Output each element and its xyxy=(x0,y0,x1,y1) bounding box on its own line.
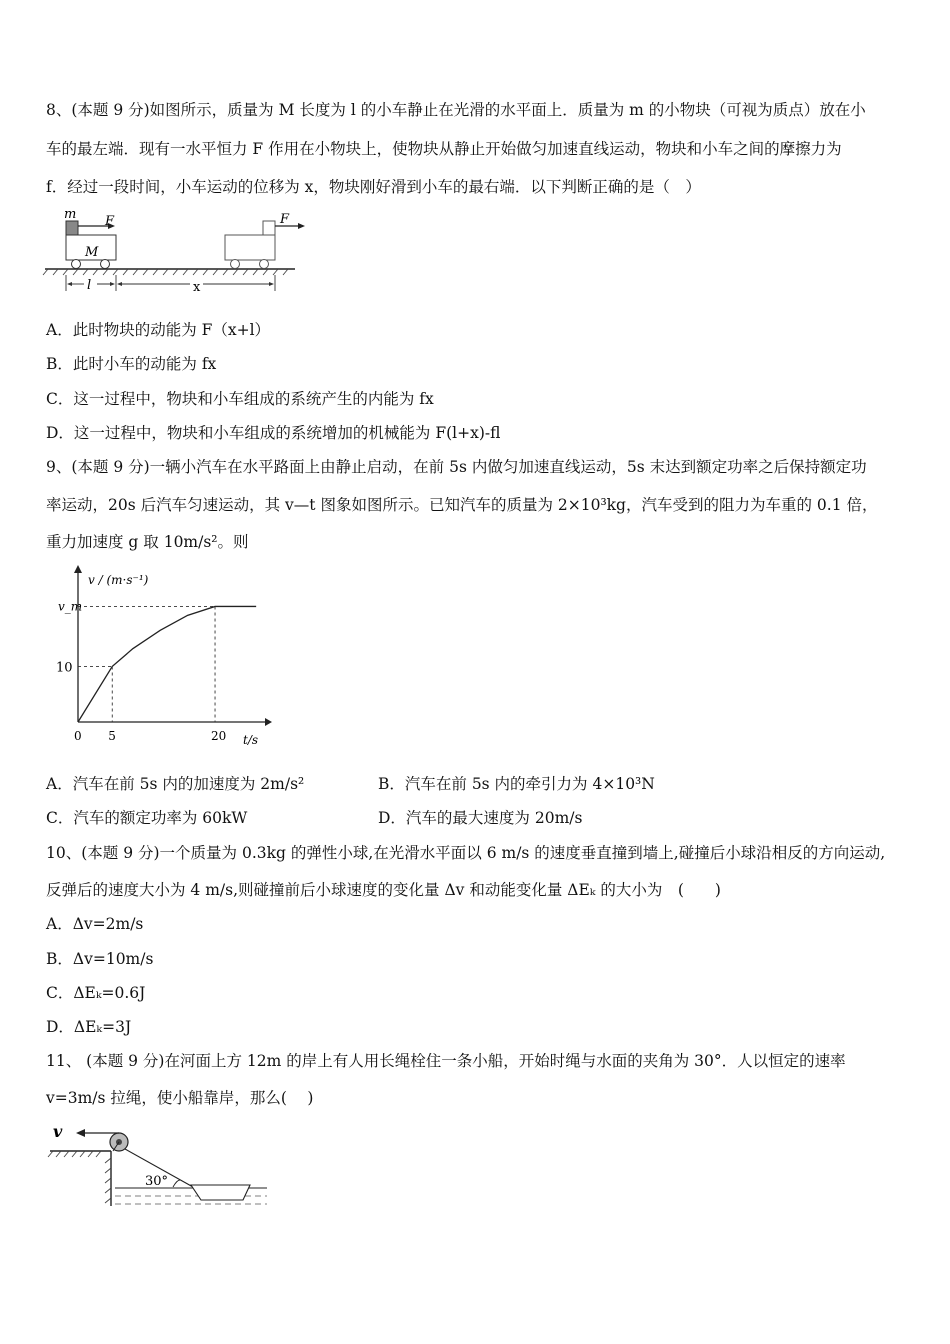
q8-figure-cart xyxy=(40,205,310,300)
q11-text-line2: v=3m/s 拉绳，使小船靠岸，那么( ) xyxy=(46,1089,314,1107)
x-tick-label: 5 xyxy=(108,729,116,743)
q11-label-v: v xyxy=(53,1122,63,1141)
q10-option-a[interactable]: A．Δv=2m/s xyxy=(46,915,144,933)
q9-text-line3: 重力加速度 g 取 10m/s²。则 xyxy=(46,533,249,551)
q9-text-line1: 9、(本题 9 分)一辆小汽车在水平路面上由静止启动，在前 5s 内做匀加速直线运动，5s 末达到额定功率之后保持额定功 xyxy=(46,458,867,476)
q8-label-big-m: M xyxy=(85,245,99,260)
x-tick-label: 20 xyxy=(211,729,227,743)
q8-label-x: x xyxy=(193,280,201,295)
q8-label-m: m xyxy=(64,207,77,222)
q10-text-line1: 10、(本题 9 分)一个质量为 0.3kg 的弹性小球,在光滑水平面以 6 m/s 的速度垂直撞到墙上,碰撞后小球沿相反的方向运动, xyxy=(46,844,886,862)
x-tick-label: 0 xyxy=(74,729,82,743)
q11-figure-boat xyxy=(45,1118,275,1218)
q8-text-line2: 车的最左端．现有一水平恒力 F 作用在小物块上，使物块从静止开始做匀加速直线运动，物块和小车之间的摩擦力为 xyxy=(46,140,842,158)
q10-option-d[interactable]: D．ΔEₖ=3J xyxy=(46,1018,132,1036)
vt-curve xyxy=(78,606,256,722)
q8-option-a[interactable]: A．此时物块的动能为 F（x+l） xyxy=(46,321,271,339)
q9-text-line2: 率运动，20s 后汽车匀速运动，其 v—t 图象如图所示。已知汽车的质量为 2×10³kg，汽车受到的阻力为车重的 0.1 倍， xyxy=(46,496,878,514)
q9-option-b[interactable]: B．汽车在前 5s 内的牵引力为 4×10³N xyxy=(378,775,655,793)
q9-vt-chart xyxy=(50,562,280,752)
x-axis-arrow xyxy=(265,718,272,726)
q8-label-f2: F xyxy=(280,212,290,227)
y-axis-label: v / (m·s⁻¹) xyxy=(88,573,149,587)
y-tick-label-vm: v_m xyxy=(58,599,83,614)
q8-label-l: l xyxy=(87,278,92,293)
q8-text-line3: f．经过一段时间，小车运动的位移为 x，物块刚好滑到小车的最右端．以下判断正确的是（ ） xyxy=(46,178,701,196)
q10-text-line2: 反弹后的速度大小为 4 m/s,则碰撞前后小球速度的变化量 Δv 和动能变化量 ΔEₖ 的大小为 ( ) xyxy=(46,881,721,899)
q11-label-angle: 30° xyxy=(145,1174,169,1189)
q8-label-f1: F xyxy=(105,214,115,229)
q11-text-line1: 11、 (本题 9 分)在河面上方 12m 的岸上有人用长绳栓住一条小船，开始时绳与水面的夹角为 30°．人以恒定的速率 xyxy=(46,1052,846,1070)
q8-text-line1: 8、(本题 9 分)如图所示，质量为 M 长度为 l 的小车静止在光滑的水平面上．质量为 m 的小物块（可视为质点）放在小 xyxy=(46,101,866,119)
x-axis-label: t/s xyxy=(243,733,259,747)
q8-option-b[interactable]: B．此时小车的动能为 fx xyxy=(46,355,217,373)
q9-option-c[interactable]: C．汽车的额定功率为 60kW xyxy=(46,809,248,827)
q9-option-d[interactable]: D．汽车的最大速度为 20m/s xyxy=(378,809,583,827)
y-axis-arrow xyxy=(74,565,82,573)
y-tick-label: 10 xyxy=(56,660,73,676)
q10-option-c[interactable]: C．ΔEₖ=0.6J xyxy=(46,984,146,1002)
q10-option-b[interactable]: B．Δv=10m/s xyxy=(46,950,154,968)
q9-option-a[interactable]: A．汽车在前 5s 内的加速度为 2m/s² xyxy=(46,775,305,793)
q8-option-c[interactable]: C．这一过程中，物块和小车组成的系统产生的内能为 fx xyxy=(46,390,434,408)
q8-option-d[interactable]: D．这一过程中，物块和小车组成的系统增加的机械能为 F(l+x)-fl xyxy=(46,424,501,442)
